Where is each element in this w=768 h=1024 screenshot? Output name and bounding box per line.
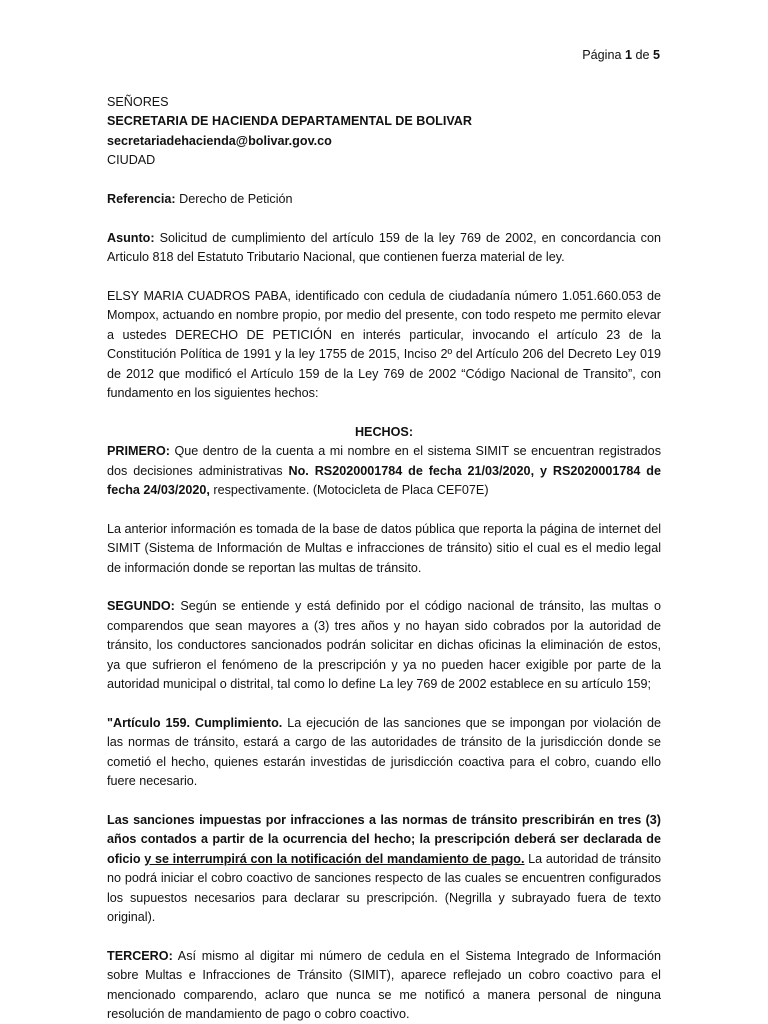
sanctions-bold: Las sanciones impuestas por infracciones a las normas de tránsito prescribirán en tres (3) años contados a partir de la ocurrencia del hecho; la prescripción deberá ser declarada de oficio [107, 812, 661, 866]
recipient-block [107, 93, 661, 171]
sanctions-text: La autoridad de tránsito no podrá iniciar el cobro coactivo de sanciones respecto de las cuales se encuentren configurados los supuestos necesarios para declarar su prescripción. (Negrilla y subrayado fuera de texto original). [107, 851, 661, 924]
sanctions-underlined: y se interrumpirá con la notificación del mandamiento de pago. [144, 851, 525, 866]
article-text: La ejecución de las sanciones que se impongan por violación de las normas de tránsito, estará a cargo de las autoridades de tránsito de la jurisdicción donde se cometió el hecho, quienes estarán investidas de jurisdicción coactiva para el cobro, cuando ello fuere necesario. [107, 715, 661, 789]
first-text-b: respectivamente. (Motocicleta de Placa CEF07E) [209, 483, 489, 498]
article-paragraph [107, 714, 661, 792]
reference-line [107, 190, 661, 209]
recipient-city: CIUDAD [107, 153, 156, 168]
reference-label: Referencia: [107, 192, 176, 207]
first-text-a: Que dentro de la cuenta a mi nombre en el sistema SIMIT se encuentran registrados dos decisiones administrativas [107, 444, 661, 478]
recipient-salutation: SEÑORES [107, 95, 169, 109]
page-number [582, 46, 660, 65]
facts-heading: HECHOS: [354, 424, 414, 439]
recipient-email: secretariadehacienda@bolivar.gov.co [107, 133, 332, 148]
reference-text: Derecho de Petición [175, 192, 293, 207]
subject-label: Asunto: [107, 230, 155, 245]
info-paragraph: La anterior información es tomada de la base de datos pública que reporta la página de internet del SIMIT (Sistema de Información de Multas e infracciones de tránsito) sitio el cual es el medio legal de información donde se reportan las multas de tránsito. [107, 521, 661, 575]
second-label: SEGUNDO: [107, 599, 175, 614]
subject-text: Solicitud de cumplimiento del artículo 159 de la ley 769 de 2002, en concordancia con Articulo 818 del Estatuto Tributario Nacional, que contienen fuerza material de ley. [107, 230, 661, 265]
page-total: 5 [652, 48, 660, 62]
first-label: PRIMERO: [107, 444, 170, 459]
sanctions-paragraph [107, 811, 661, 927]
first-bold: No. RS2020001784 de fecha 21/03/2020, y RS2020001784 de fecha 24/03/2020, [107, 463, 662, 498]
first-fact [107, 442, 661, 500]
page-word: Página [582, 48, 622, 62]
third-label: TERCERO: [107, 948, 173, 963]
page-of: de [635, 48, 650, 62]
third-text: Así mismo al digitar mi número de cedula en el Sistema Integrado de Información sobre Multas e Infracciones de Tránsito (SIMIT), aparece reflejado un cobro coactivo para el mencionado comparendo, aclaro que nunca se me notificó a manera personal de ninguna resolución de mandamiento de pago o cobro coactivo. [107, 948, 661, 1021]
second-text: Según se entiende y está definido por el código nacional de tránsito, las multas o comparendos que sean mayores a (3) tres años y no hayan sido cobrados por la autoridad de tránsito, los conductores sancionados podrán solicitar en dichas oficinas la eliminación de estos, ya que sufrieron el fenómeno de la prescripción y ya no pueden hacer exigible por parte de la autoridad municipal o distrital, tal como lo define La ley 769 de 2002 establece en su artículo 159; [107, 599, 661, 692]
subject-paragraph [107, 229, 661, 268]
third-fact [107, 947, 661, 1024]
page-current: 1 [624, 48, 632, 62]
second-fact [107, 597, 661, 694]
recipient-entity: SECRETARIA DE HACIENDA DEPARTAMENTAL DE BOLIVAR [107, 114, 472, 129]
article-label: "Artículo 159. Cumplimiento. [107, 715, 283, 730]
letter-body [107, 93, 661, 1024]
intro-paragraph: ELSY MARIA CUADROS PABA, identificado con cedula de ciudadanía número 1.051.660.053 de Mompox, actuando en nombre propio, por medio del presente, con todo respeto me permito elevar a ustedes DERECHO DE PETICIÓN en interés particular, invocando el artículo 23 de la Constitución Política de 1991 y la ley 1755 de 2015, Inciso 2º del Artículo 206 del Decreto Ley 019 de 2012 que modificó el Artículo 159 de la Ley 769 de 2002 “Código Nacional de Transito”, con fundamento en los siguientes hechos: [107, 289, 661, 401]
